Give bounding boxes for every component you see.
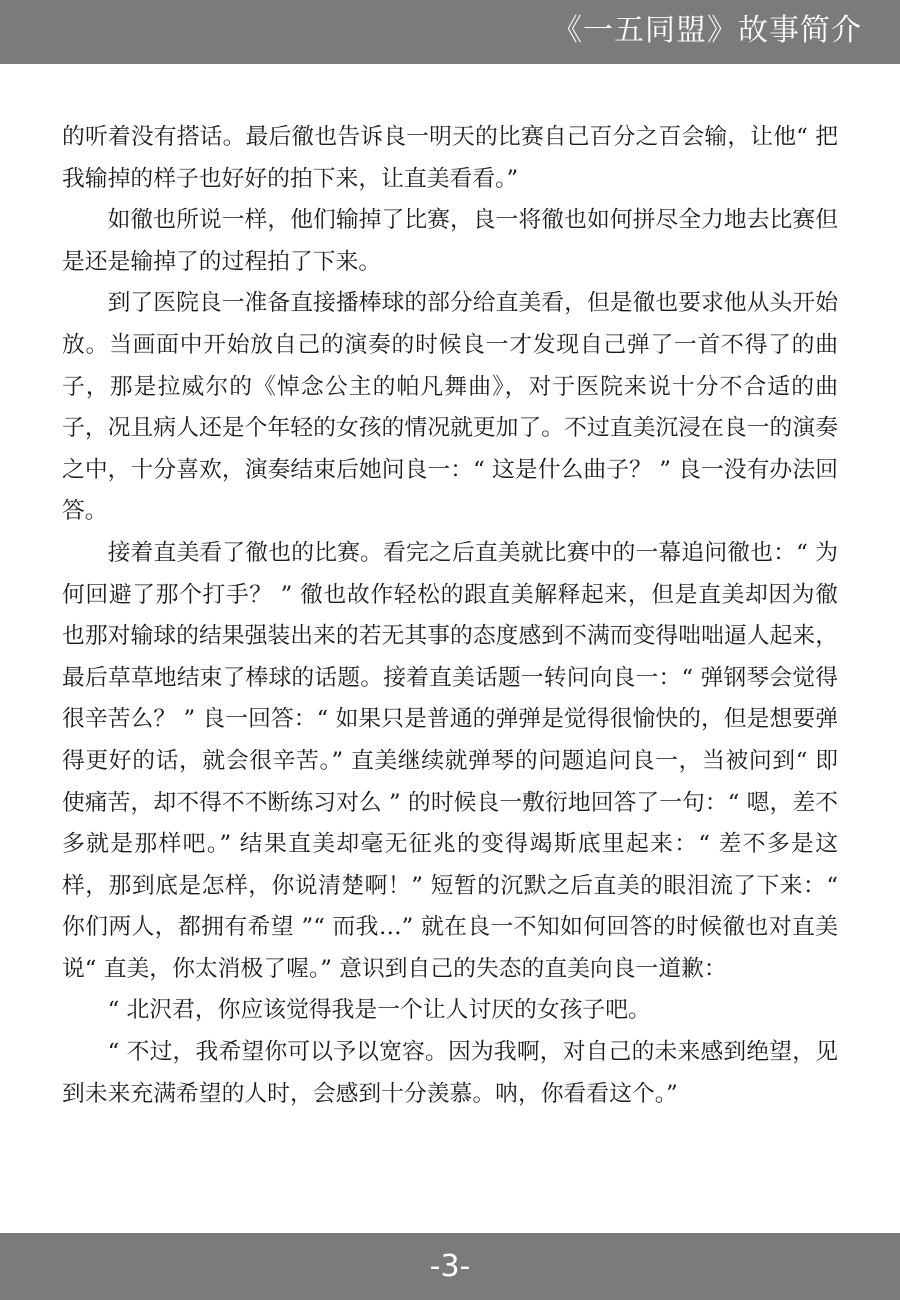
paragraph-3: 到了医院良一准备直接播棒球的部分给直美看，但是徹也要求他从头开始放。当画面中开始放自己的演奏的时候良一才发现自己弹了一首不得了的曲子，那是拉威尔的《悼念公主的帕凡舞曲》，对于医院来说十分不合适的曲子，况且病人还是个年轻的女孩的情况就更加了。不过直美沉浸在良一的演奏之中，十分喜欢，演奏结束后她问良一：“ 这是什么曲子？ ” 良一没有办法回答。: [62, 290, 838, 525]
paragraph-4: 接着直美看了徹也的比赛。看完之后直美就比赛中的一幕追问徹也：“ 为何回避了那个打手？ ” 徹也故作轻松的跟直美解释起来，但是直美却因为徹也那对输球的结果强装出来的若无其事的态度感到不满而变得咄咄逼人起来，最后草草地结束了棒球的话题。接着直美话题一转问向良一：“ 弹钢琴会觉得很辛苦么？ ” 良一回答：“ 如果只是普通的弹弹是觉得很愉快的，但是想要弹得更好的话，就会很辛苦。” 直美继续就弹琴的问题追问良一，当被问到“ 即使痛苦，却不得不不断练习对么 ” 的时候良一敷衍地回答了一句：“ 嗯，差不多就是那样吧。” 结果直美却毫无征兆的变得竭斯底里起来：“ 差不多是这样，那到底是怎样，你说清楚啊！” 短暂的沉默之后直美的眼泪流了下来：“ 你们两人，都拥有希望 ”“ 而我…” 就在良一不知如何回答的时候徹也对直美说“ 直美，你太消极了喔。” 意识到自己的失态的直美向良一道歉：: [62, 539, 838, 982]
story-body: [62, 117, 838, 1115]
page-number: -3-: [429, 1249, 471, 1284]
page-footer: [0, 1233, 900, 1300]
paragraph-6: “ 不过，我希望你可以予以宽容。因为我啊，对自己的未来感到绝望，见到未来充满希望的人时，会感到十分羡慕。呐，你看看这个。”: [62, 1039, 838, 1107]
paragraph-5: “ 北沢君，你应该觉得我是一个让人讨厌的女孩子吧。: [107, 997, 651, 1024]
paragraph-2: 如徹也所说一样，他们输掉了比赛，良一将徹也如何拼尽全力地去比赛但是还是输掉了的过程拍了下来。: [62, 207, 838, 275]
header-title: 《一五同盟》故事简介: [552, 13, 862, 48]
paragraph-1: 的听着没有搭话。最后徹也告诉良一明天的比赛自己百分之百会输，让他“ 把我输掉的样子也好好的拍下来，让直美看看。”: [62, 124, 838, 192]
page-header: [0, 0, 900, 64]
